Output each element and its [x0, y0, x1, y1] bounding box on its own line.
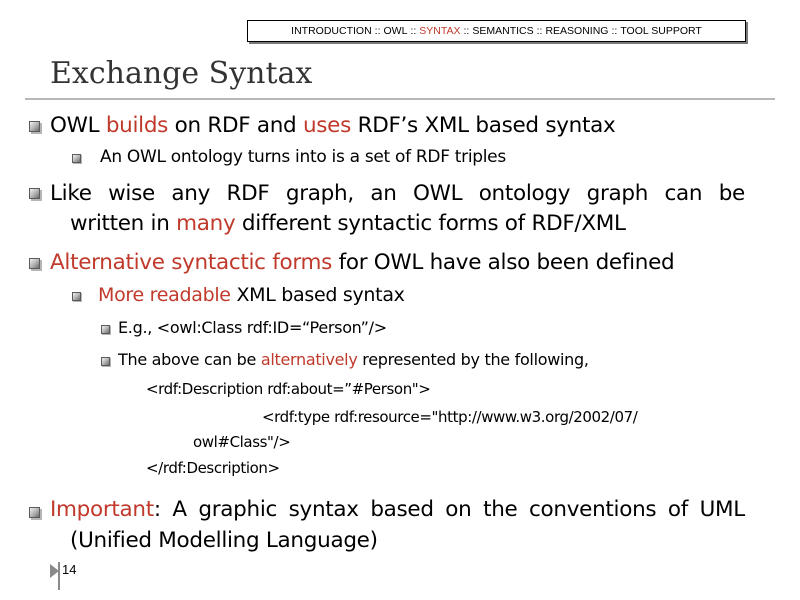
nav-item-syntax[interactable]: SYNTAX — [419, 25, 461, 37]
nav-item-introduction[interactable]: INTRODUCTION — [291, 25, 372, 37]
code-line: <rdf:Description rdf:about=”#Person"> — [146, 380, 431, 398]
bullet-text: Like wise any RDF graph, an OWL ontology graph can be — [50, 181, 745, 206]
slide-title: Exchange Syntax — [50, 56, 313, 91]
nav-separator: :: — [536, 25, 543, 37]
square-bullet-icon — [101, 357, 110, 366]
section-breadcrumb — [247, 20, 746, 42]
bullet-text: Alternative syntactic forms for OWL have also been defined — [50, 250, 675, 275]
square-bullet-icon — [72, 292, 81, 301]
square-bullet-icon — [29, 258, 40, 269]
bullet-text: OWL builds on RDF and uses RDF’s XML based syntax — [50, 113, 616, 138]
sub-sub-bullet-text: E.g., <owl:Class rdf:ID=“Person”/> — [118, 318, 387, 337]
sub-bullet-text: An OWL ontology turns into is a set of RDF triples — [100, 147, 506, 167]
nav-separator: :: — [374, 25, 381, 37]
square-bullet-icon — [29, 507, 40, 518]
code-line: </rdf:Description> — [146, 459, 280, 477]
nav-item-tool-support[interactable]: TOOL SUPPORT — [620, 25, 702, 37]
footer-divider — [58, 562, 60, 590]
square-bullet-icon — [29, 121, 40, 132]
nav-item-semantics[interactable]: SEMANTICS — [472, 25, 534, 37]
bullet-text: Important: A graphic syntax based on the conventions of UML — [50, 497, 745, 522]
page-number: 14 — [62, 562, 77, 577]
code-line: owl#Class"/> — [193, 433, 291, 451]
square-bullet-icon — [72, 154, 81, 163]
nav-separator: :: — [611, 25, 618, 37]
nav-item-reasoning[interactable]: REASONING — [545, 25, 609, 37]
square-bullet-icon — [101, 325, 110, 334]
square-bullet-icon — [29, 188, 40, 199]
nav-separator: :: — [463, 25, 470, 37]
sub-sub-bullet-text: The above can be alternatively represented by the following, — [118, 350, 589, 369]
sub-bullet-text: More readable XML based syntax — [98, 284, 405, 306]
nav-separator: :: — [410, 25, 417, 37]
code-line: <rdf:type rdf:resource="http://www.w3.org/2002/07/ — [262, 408, 638, 426]
bullet-text-continued: (Unified Modelling Language) — [70, 528, 378, 553]
bullet-text-continued: written in many different syntactic forms of RDF/XML — [70, 211, 626, 236]
title-divider — [25, 98, 775, 100]
nav-item-owl[interactable]: OWL — [383, 25, 408, 37]
